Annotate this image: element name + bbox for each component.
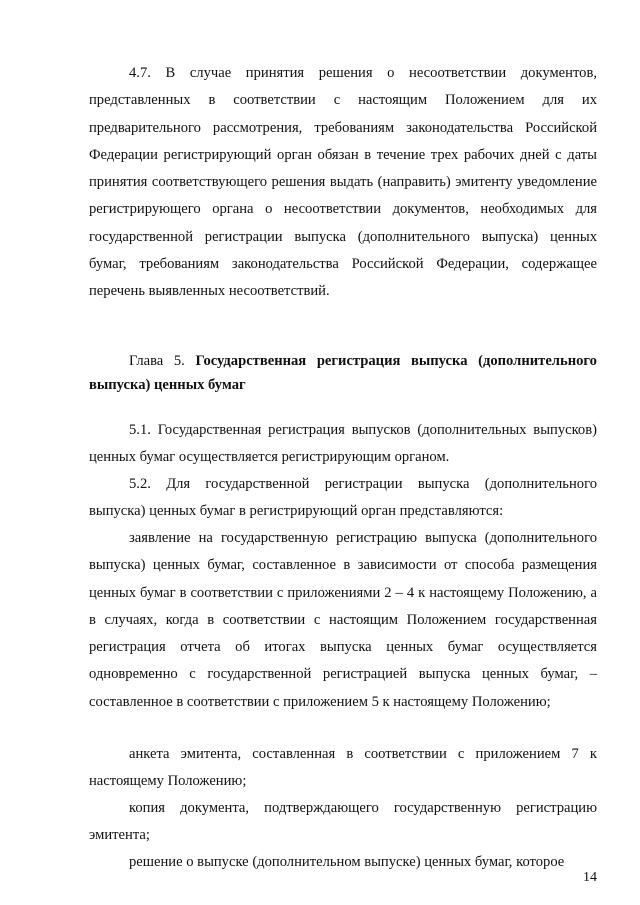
chapter-title: Государственная регистрация выпуска (дополнительного выпуска) ценных бумаг: [89, 353, 597, 393]
list-item-registration-copy: копия документа, подтверждающего государственную регистрацию эмитента;: [89, 800, 597, 844]
paragraph-5-2: 5.2. Для государственной регистрации выпуска (дополнительного выпуска) ценных бумаг в регистрирующий орган представляются:: [89, 476, 597, 520]
list-item-issue-decision: решение о выпуске (дополнительном выпуске) ценных бумаг, которое: [129, 854, 565, 870]
chapter-label: Глава 5.: [129, 353, 185, 369]
list-item-issuer-questionnaire: анкета эмитента, составленная в соответствии с приложением 7 к настоящему Положению;: [89, 746, 597, 790]
paragraph-5-1: 5.1. Государственная регистрация выпусков (дополнительных выпусков) ценных бумаг осуществляется регистрирующим органом.: [89, 422, 597, 466]
chapter-heading: [89, 349, 597, 397]
paragraph-4-7: 4.7. В случае принятия решения о несоответствии документов, представленных в соответствии с настоящим Положением для их предварительного рассмотрения, требованиям законодательства Российской Федерации регистрирующий орган обязан в течение трех рабочих дней с даты принятия соответствующего решения выдать (направить) эмитенту уведомление регистрирующего органа о несоответствии документов, необходимых для государственной регистрации выпуска (дополнительного выпуска) ценных бумаг, требованиям законодательства Российской Федерации, содержащее перечень выявленных несоответствий.: [89, 65, 597, 300]
page-number: 14: [583, 870, 597, 885]
list-item-application: заявление на государственную регистрацию выпуска (дополнительного выпуска) ценных бумаг, составленное в зависимости от способа размещения ценных бумаг в соответствии с приложениями 2 – 4 к настоящему Положению, а в случаях, когда в соответствии с настоящим Положением государственная регистрация отчета об итогах выпуска ценных бумаг осуществляется одновременно с государственной регистрацией выпуска ценных бумаг, – составленное в соответствии с приложением 5 к настоящему Положению;: [89, 530, 597, 710]
